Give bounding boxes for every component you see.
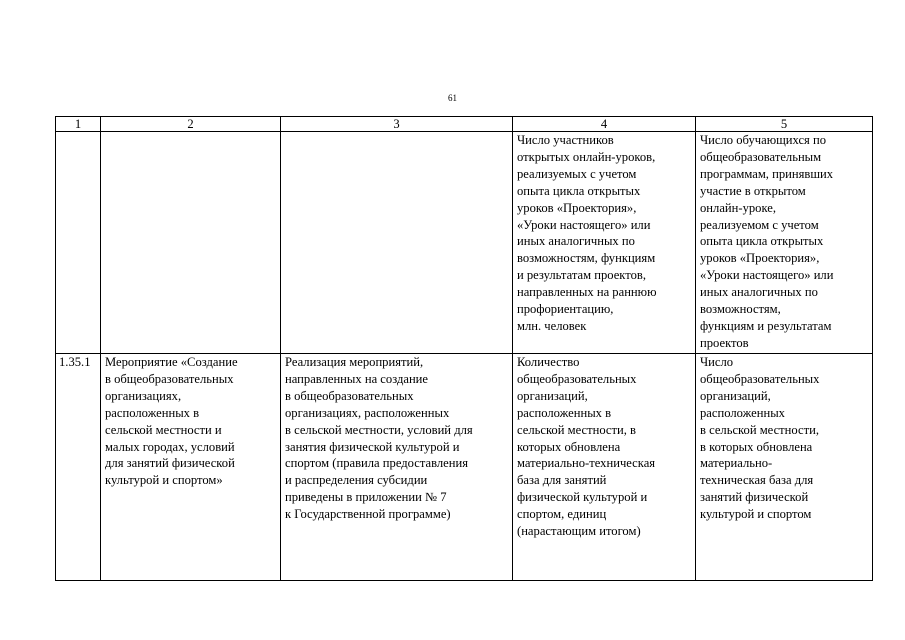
table-row — [56, 132, 873, 354]
activity-cell — [101, 132, 281, 354]
header-cell-2: 2 — [101, 117, 281, 132]
page-number: 61 — [448, 93, 457, 103]
header-cell-3: 3 — [281, 117, 513, 132]
program-activities-table — [55, 116, 873, 581]
result-cell: Число общеобразовательных организаций, расположенных в сельской местности, в которых обновлена материально- техническая база для занятий физической культурой и спортом — [696, 354, 873, 581]
row-number-cell: 1.35.1 — [56, 354, 101, 581]
indicator-cell: Количество общеобразовательных организаций, расположенных в сельской местности, в которых обновлена материально-техническая база для занятий физической культурой и спортом, единиц (нарастающим итогом) — [513, 354, 696, 581]
header-cell-5: 5 — [696, 117, 873, 132]
description-cell — [281, 132, 513, 354]
header-cell-4: 4 — [513, 117, 696, 132]
description-cell: Реализация мероприятий, направленных на создание в общеобразовательных организациях, расположенных в сельской местности, условий для занятия физической культурой и спортом (правила предоставления и распределения субсидии приведены в приложении № 7 к Государственной программе) — [281, 354, 513, 581]
table-row — [56, 354, 873, 581]
table-header-row — [56, 117, 873, 132]
row-number-cell — [56, 132, 101, 354]
header-cell-1: 1 — [56, 117, 101, 132]
indicator-cell: Число участников открытых онлайн-уроков, реализуемых с учетом опыта цикла открытых уроков «Проектория», «Уроки настоящего» или иных аналогичных по возможностям, функциям и результатам проектов, направленных на раннюю профориентацию, млн. человек — [513, 132, 696, 354]
activity-cell: Мероприятие «Создание в общеобразовательных организациях, расположенных в сельской местности и малых городах, условий для занятий физической культурой и спортом» — [101, 354, 281, 581]
result-cell: Число обучающихся по общеобразовательным программам, принявших участие в открытом онлайн-уроке, реализуемом с учетом опыта цикла открытых уроков «Проектория», «Уроки настоящего» или иных аналогичных по возможностям, функциям и результатам проектов — [696, 132, 873, 354]
